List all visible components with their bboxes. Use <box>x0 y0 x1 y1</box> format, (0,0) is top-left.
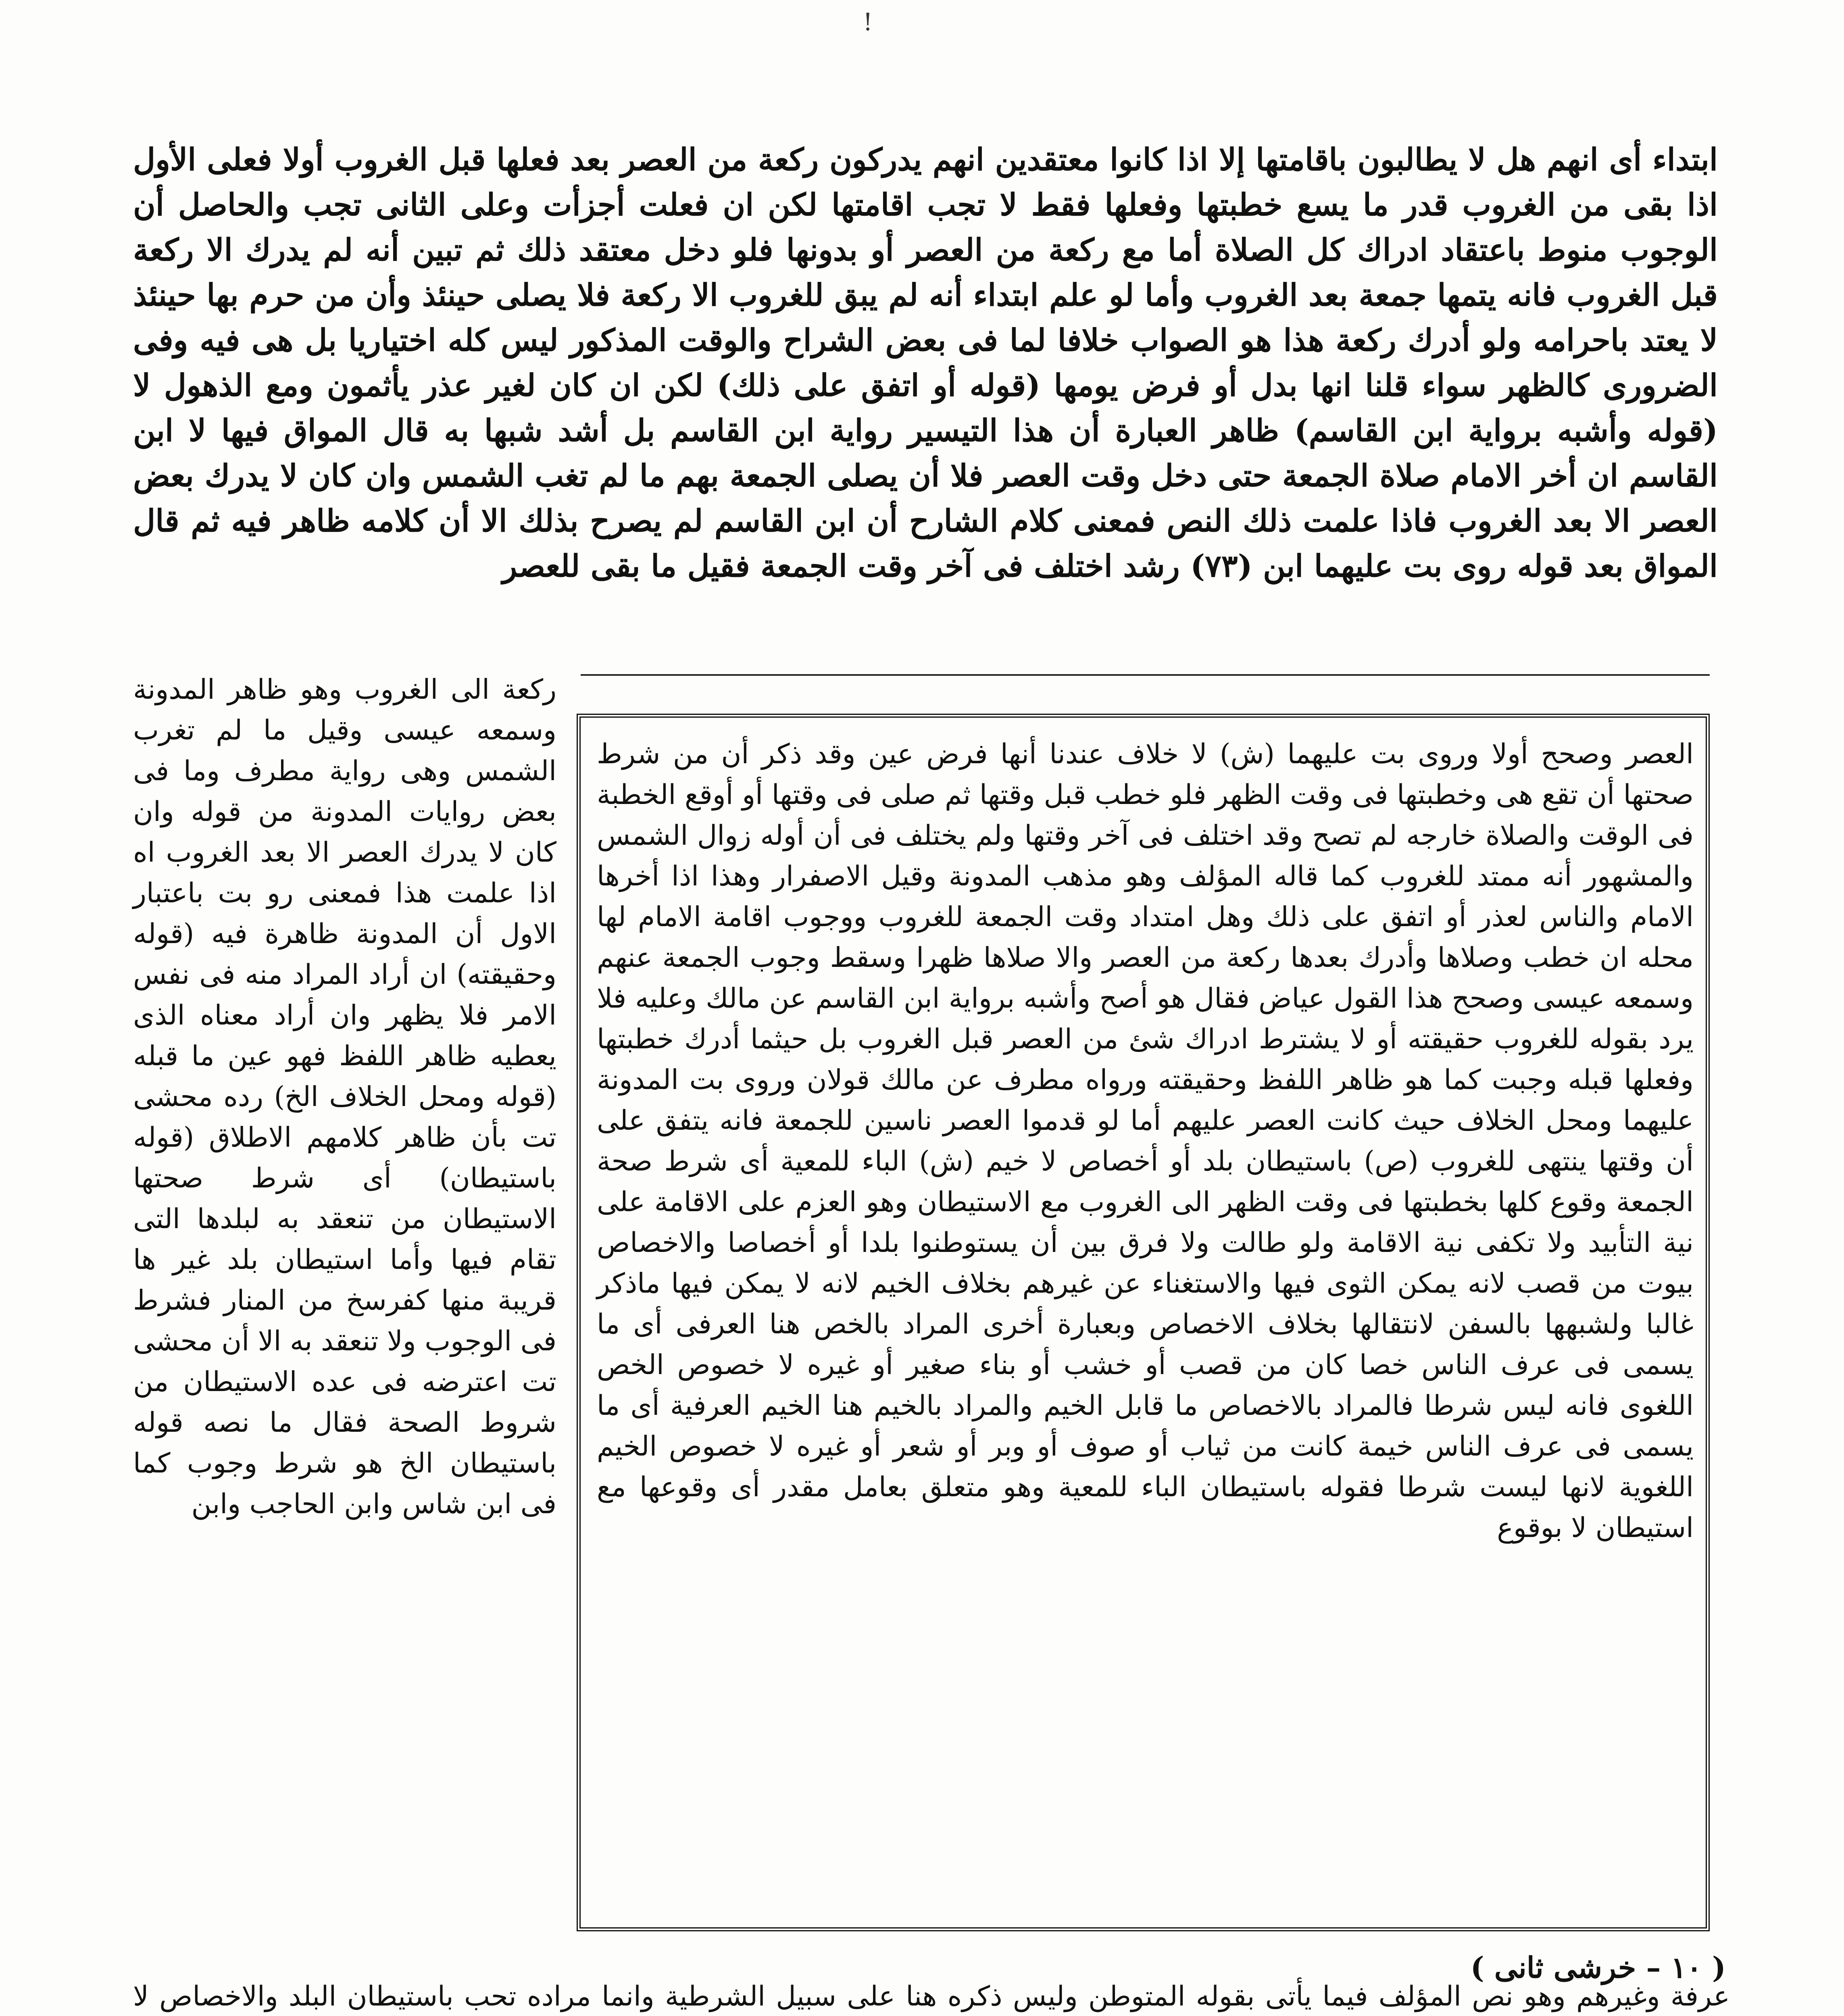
center-commentary-text: العصر وصحح أولا وروى بت عليهما (ش) لا خلاف عندنا أنها فرض عين وقد ذكر أن من شرط صحتها أن تقع هى وخطبتها فى وقت الظهر فلو خطب قبل وقتها ثم صلى فى وقتها أو أوقع الخطبة فى الوقت والصلاة خارجه لم تصح وقد اختلف فى آخر وقتها ولم يختلف فى أن أوله زوال الشمس والمشهور أنه ممتد للغروب كما قاله المؤلف وهو مذهب المدونة وقيل الاصفرار وهذا اذا أخرها الامام والناس لعذر أو اتفق على ذلك وهل امتداد وقت الجمعة للغروب ووجوب اقامة الامام لها محله ان خطب وصلاها وأدرك بعدها ركعة من العصر والا صلاها ظهرا وسقط وجوب الجمعة عنهم وسمعه عيسى وصحح هذا القول عياض فقال هو أصح وأشبه برواية ابن القاسم عن مالك وعليه فلا يرد بقوله للغروب حقيقته أو لا يشترط ادراك شئ من العصر قبل الغروب بل حيثما أدرك خطبتها وفعلها قبله وجبت كما هو ظاهر اللفظ وحقيقته ورواه مطرف عن مالك قولان وروى بت المدونة عليهما ومحل الخلاف حيث كانت العصر عليهم أما لو قدموا العصر ناسين للجمعة فانه يتفق على أن وقتها ينتهى للغروب (ص) باستيطان بلد أو أخصاص لا خيم (ش) الباء للمعية أى شرط صحة الجمعة وقوع كلها بخطبتها فى وقت الظهر الى الغروب مع الاستيطان وهو العزم على الاقامة على نية التأبيد ولا تكفى نية الاقامة ولو طالت ولا فرق بين أن يستوطنوا بلدا أو أخصاصا والاخصاص بيوت من قصب لانه يمكن الثوى فيها والاستغناء عن غيرهم بخلاف الخيم لانه لا يمكن فيها ماذكر غالبا ولشبهها بالسفن لانتقالها بخلاف الاخصاص وبعبارة أخرى المراد بالخص هنا العرفى أى ما يسمى فى عرف الناس خصا كان من قصب أو خشب أو بناء صغير أو غيره لا خصوص الخص اللغوى فانه ليس شرطا فالمراد بالاخصاص ما قابل الخيم والمراد بالخيم هنا الخيم العرفية أى ما يسمى فى عرف الناس خيمة كانت من ثياب أو صوف أو وبر أو شعر أو غيره لا خصوص الخيم اللغوية لانها ليست شرطا فقوله باستيطان الباء للمعية وهو متعلق بعامل مقدر أى وقوعها مع استيطان لا بوقوع <box>597 738 1694 1544</box>
bottom-notes-text: عرفة وغيرهم وهو نص المؤلف فيما يأتى بقوله المتوطن وليس ذكره هنا على سبيل الشرطية وانما مراده تحب باستيطان البلد والاخصاص لا <box>133 1981 1730 2012</box>
separator-line <box>581 674 1710 676</box>
left-margin-text: ركعة الى الغروب وهو ظاهر المدونة وسمعه عيسى وقيل ما لم تغرب الشمس وهى رواية مطرف وما فى بعض روايات المدونة من قوله وان كان لا يدرك العصر الا بعد الغروب اه اذا علمت هذا فمعنى رو بت باعتبار الاول أن المدونة ظاهرة فيه (قوله وحقيقته) ان أراد المراد منه فى نفس الامر فلا يظهر وان أراد معناه الذى يعطيه ظاهر اللفظ فهو عين ما قبله (قوله ومحل الخلاف الخ) رده محشى تت بأن ظاهر كلامهم الاطلاق (قوله باستيطان) أى شرط صحتها الاستيطان من تنعقد به لبلدها التى تقام فيها وأما استيطان بلد غير ها قريبة منها كفرسخ من المنار فشرط فى الوجوب ولا تنعقد به الا أن محشى تت اعترضه فى عده الاستيطان من شروط الصحة فقال ما نصه قوله باستيطان الخ هو شرط وجوب كما فى ابن شاس وابن الحاجب وابن <box>133 674 556 1520</box>
corner-mark: ! <box>863 8 873 36</box>
top-matn-block <box>133 137 1718 661</box>
signature-mark: ( ١٠ – خرشى ثانى ) <box>1470 1950 1726 1985</box>
center-commentary-block <box>597 734 1694 1915</box>
bottom-notes-block <box>133 1976 1730 2016</box>
top-matn-text: ابتداء أى انهم هل لا يطالبون باقامتها إلا اذا كانوا معتقدين انهم يدركون ركعة من العصر بعد فعلها قبل الغروب أولا فعلى الأول اذا بقى من الغروب قدر ما يسع خطبتها وفعلها فقط لا تجب اقامتها لكن ان فعلت أجزأت وعلى الثانى تجب والحاصل أن الوجوب منوط باعتقاد ادراك كل الصلاة أما مع ركعة من العصر أو بدونها فلو دخل معتقد ذلك ثم تبين أنه لم يدرك الا ركعة قبل الغروب فانه يتمها جمعة بعد الغروب وأما لو علم ابتداء أنه لم يبق للغروب الا ركعة فلا يصلى حينئذ وأن من حرم بها حينئذ لا يعتد باحرامه ولو أدرك ركعة هذا هو الصواب خلافا لما فى بعض الشراح والوقت المذكور ليس كله اختياريا بل هى فيه وفى الضرورى كالظهر سواء قلنا انها بدل أو فرض يومها (قوله أو اتفق على ذلك) لكن ان كان لغير عذر يأثمون ومع الذهول لا (قوله وأشبه برواية ابن القاسم) ظاهر العبارة أن هذا التيسير رواية ابن القاسم بل أشد شبها به قال المواق فيها لا ابن القاسم ان أخر الامام صلاة الجمعة حتى دخل وقت العصر فلا أن يصلى الجمعة بهم ما لم تغب الشمس وان كان لا يدرك بعض العصر الا بعد الغروب فاذا علمت ذلك النص فمعنى كلام الشارح أن ابن القاسم لم يصرح بذلك الا أن كلامه ظاهر فيه ثم قال المواق بعد قوله روى بت عليهما ابن (٧٣) رشد اختلف فى آخر وقت الجمعة فقيل ما بقى للعصر <box>133 142 1718 584</box>
left-margin-column <box>133 669 556 1935</box>
